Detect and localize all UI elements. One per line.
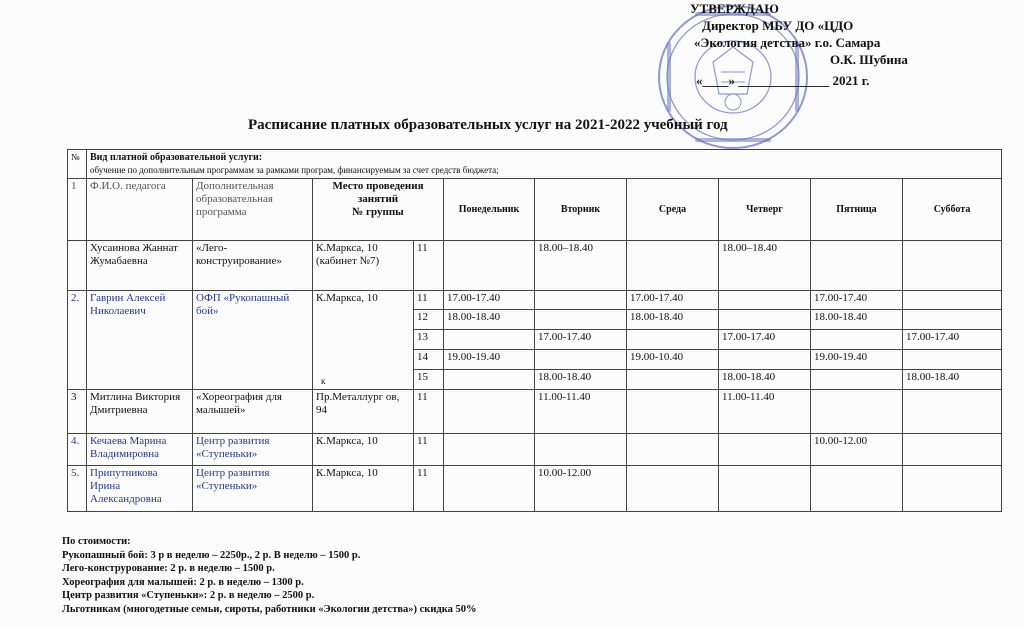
- schedule-table: [67, 149, 1002, 512]
- time-cell: 11.00-11.40: [719, 390, 811, 434]
- row-teacher: Хусаинова Жаннат Жумабаевна: [87, 241, 193, 291]
- time-cell: [903, 291, 1002, 310]
- time-cell: 18.00-18.40: [444, 310, 535, 330]
- row-place: К.Маркса, 10: [313, 466, 414, 512]
- time-cell: [627, 330, 719, 350]
- col-wednesday: Среда: [627, 179, 719, 241]
- time-cell: [811, 390, 903, 434]
- time-cell: [903, 466, 1002, 512]
- time-cell: [719, 350, 811, 370]
- time-cell: [719, 291, 811, 310]
- row-group: 11: [414, 466, 444, 512]
- row-program: Центр развития «Ступеньки»: [193, 434, 313, 466]
- time-cell: [444, 390, 535, 434]
- row-place: К.Маркса, 10: [313, 291, 414, 390]
- time-cell: [811, 370, 903, 390]
- time-cell: 10.00-12.00: [811, 434, 903, 466]
- time-cell: [719, 310, 811, 330]
- time-cell: 17.00-17.40: [903, 330, 1002, 350]
- table-row: [68, 390, 1002, 434]
- time-cell: 17.00-17.40: [811, 291, 903, 310]
- col-monday: Понедельник: [444, 179, 535, 241]
- time-cell: [719, 466, 811, 512]
- row-group: 11: [414, 241, 444, 291]
- time-cell: [444, 434, 535, 466]
- approval-date: «____» ______________ 2021 г.: [696, 73, 870, 88]
- time-cell: 19.00-19.40: [811, 350, 903, 370]
- time-cell: [535, 291, 627, 310]
- col-place: [313, 179, 444, 241]
- approval-organization: «Экология детства» г.о. Самара: [694, 35, 881, 50]
- document-title: Расписание платных образовательных услуг на 2021-2022 учебный год: [248, 117, 728, 133]
- time-cell: 17.00-17.40: [535, 330, 627, 350]
- time-cell: [627, 370, 719, 390]
- row-group: 11: [414, 390, 444, 434]
- col-num: 1: [68, 179, 87, 241]
- table-row: [68, 241, 1002, 291]
- approval-heading: УТВЕРЖДАЮ: [690, 1, 779, 16]
- row-num: [68, 241, 87, 291]
- time-cell: 10.00-12.00: [535, 466, 627, 512]
- stray-mark: к: [321, 376, 326, 386]
- time-cell: 18.00-18.40: [719, 370, 811, 390]
- row-group: 11: [414, 434, 444, 466]
- col-saturday: Суббота: [903, 179, 1002, 241]
- time-cell: [903, 350, 1002, 370]
- time-cell: [535, 350, 627, 370]
- time-cell: 18.00-18.40: [811, 310, 903, 330]
- col-thursday: Четверг: [719, 179, 811, 241]
- service-heading: Вид платной образовательной услуги:: [90, 152, 263, 163]
- time-cell: [444, 241, 535, 291]
- time-cell: [444, 370, 535, 390]
- time-cell: [903, 241, 1002, 291]
- table-row: [68, 291, 1002, 310]
- row-num: 3: [68, 390, 87, 434]
- row-teacher: Митлина Виктория Дмитриевна: [87, 390, 193, 434]
- table-row: [68, 434, 1002, 466]
- time-cell: [903, 390, 1002, 434]
- row-num: 5.: [68, 466, 87, 512]
- pricing-line: Рукопашный бой: 3 р в неделю – 2250р., 2 р. В неделю – 1500 р.: [62, 549, 361, 561]
- time-cell: 17.00-17.40: [444, 291, 535, 310]
- time-cell: 18.00–18.40: [719, 241, 811, 291]
- pricing-line: Льготникам (многодетные семьи, сироты, работники «Экологии детства») скидка 50%: [62, 603, 477, 615]
- time-cell: [444, 330, 535, 350]
- service-text: обучение по дополнительным программам за рамками програм, финансируемым за счет средств бюджета;: [90, 165, 499, 175]
- col-group: № группы: [352, 206, 404, 218]
- row-place: Пр.Металлург ов, 94: [313, 390, 414, 434]
- time-cell: [535, 310, 627, 330]
- col-friday: Пятница: [811, 179, 903, 241]
- approval-name: О.К. Шубина: [830, 52, 908, 67]
- time-cell: [627, 466, 719, 512]
- col-teacher: Ф.И.О. педагога: [87, 179, 193, 241]
- pricing-line: Лего-конструрование: 2 р. в неделю – 1500 р.: [62, 563, 275, 574]
- time-cell: [719, 434, 811, 466]
- row-num: 2.: [68, 291, 87, 390]
- time-cell: [811, 330, 903, 350]
- pricing-line: Хореография для малышей: 2 р. в неделю – 1300 р.: [62, 576, 304, 588]
- approval-position: Директор МБУ ДО «ЦДО: [702, 18, 854, 33]
- col-place-line1: Место проведения занятий: [332, 180, 424, 205]
- col-program: Дополнительная образовательная программа: [193, 179, 313, 241]
- row-place: К.Маркса, 10: [313, 434, 414, 466]
- time-cell: 11.00-11.40: [535, 390, 627, 434]
- row-program: ОФП «Рукопашный бой»: [193, 291, 313, 390]
- time-cell: [627, 434, 719, 466]
- row-group: 15: [414, 370, 444, 390]
- time-cell: 17.00-17.40: [627, 291, 719, 310]
- row-group: 13: [414, 330, 444, 350]
- column-header-row: [68, 179, 1002, 241]
- row-teacher: Кечаева Марина Владимировна: [87, 434, 193, 466]
- time-cell: [811, 241, 903, 291]
- row-group: 12: [414, 310, 444, 330]
- time-cell: [903, 434, 1002, 466]
- time-cell: 18.00-18.40: [903, 370, 1002, 390]
- time-cell: 18.00-18.40: [627, 310, 719, 330]
- time-cell: [535, 434, 627, 466]
- service-row: [68, 150, 1002, 179]
- row-place: К.Маркса, 10 (кабинет №7): [313, 241, 414, 291]
- time-cell: 19.00-10.40: [627, 350, 719, 370]
- pricing-heading: По стоимости:: [62, 536, 131, 547]
- row-teacher: Гаврин Алексей Николаевич: [87, 291, 193, 390]
- row-program: «Лего-конструирование»: [193, 241, 313, 291]
- row-num: 4.: [68, 434, 87, 466]
- row-program: «Хореография для малышей»: [193, 390, 313, 434]
- time-cell: [444, 466, 535, 512]
- pricing-footer: [62, 535, 476, 616]
- time-cell: [627, 241, 719, 291]
- col-tuesday: Вторник: [535, 179, 627, 241]
- service-description: [87, 150, 1002, 179]
- approval-block: [690, 0, 1020, 89]
- table-row: [68, 466, 1002, 512]
- time-cell: [627, 390, 719, 434]
- row-group: 11: [414, 291, 444, 310]
- row-program: Центр развития «Ступеньки»: [193, 466, 313, 512]
- row-teacher: Припутникова Ирина Александровна: [87, 466, 193, 512]
- time-cell: 19.00-19.40: [444, 350, 535, 370]
- time-cell: 17.00-17.40: [719, 330, 811, 350]
- time-cell: 18.00-18.40: [535, 370, 627, 390]
- time-cell: 18.00–18.40: [535, 241, 627, 291]
- time-cell: [811, 466, 903, 512]
- time-cell: [903, 310, 1002, 330]
- row-group: 14: [414, 350, 444, 370]
- pricing-line: Центр развития «Ступеньки»: 2 р. в неделю – 2500 р.: [62, 590, 315, 601]
- service-num-label: №: [68, 150, 87, 179]
